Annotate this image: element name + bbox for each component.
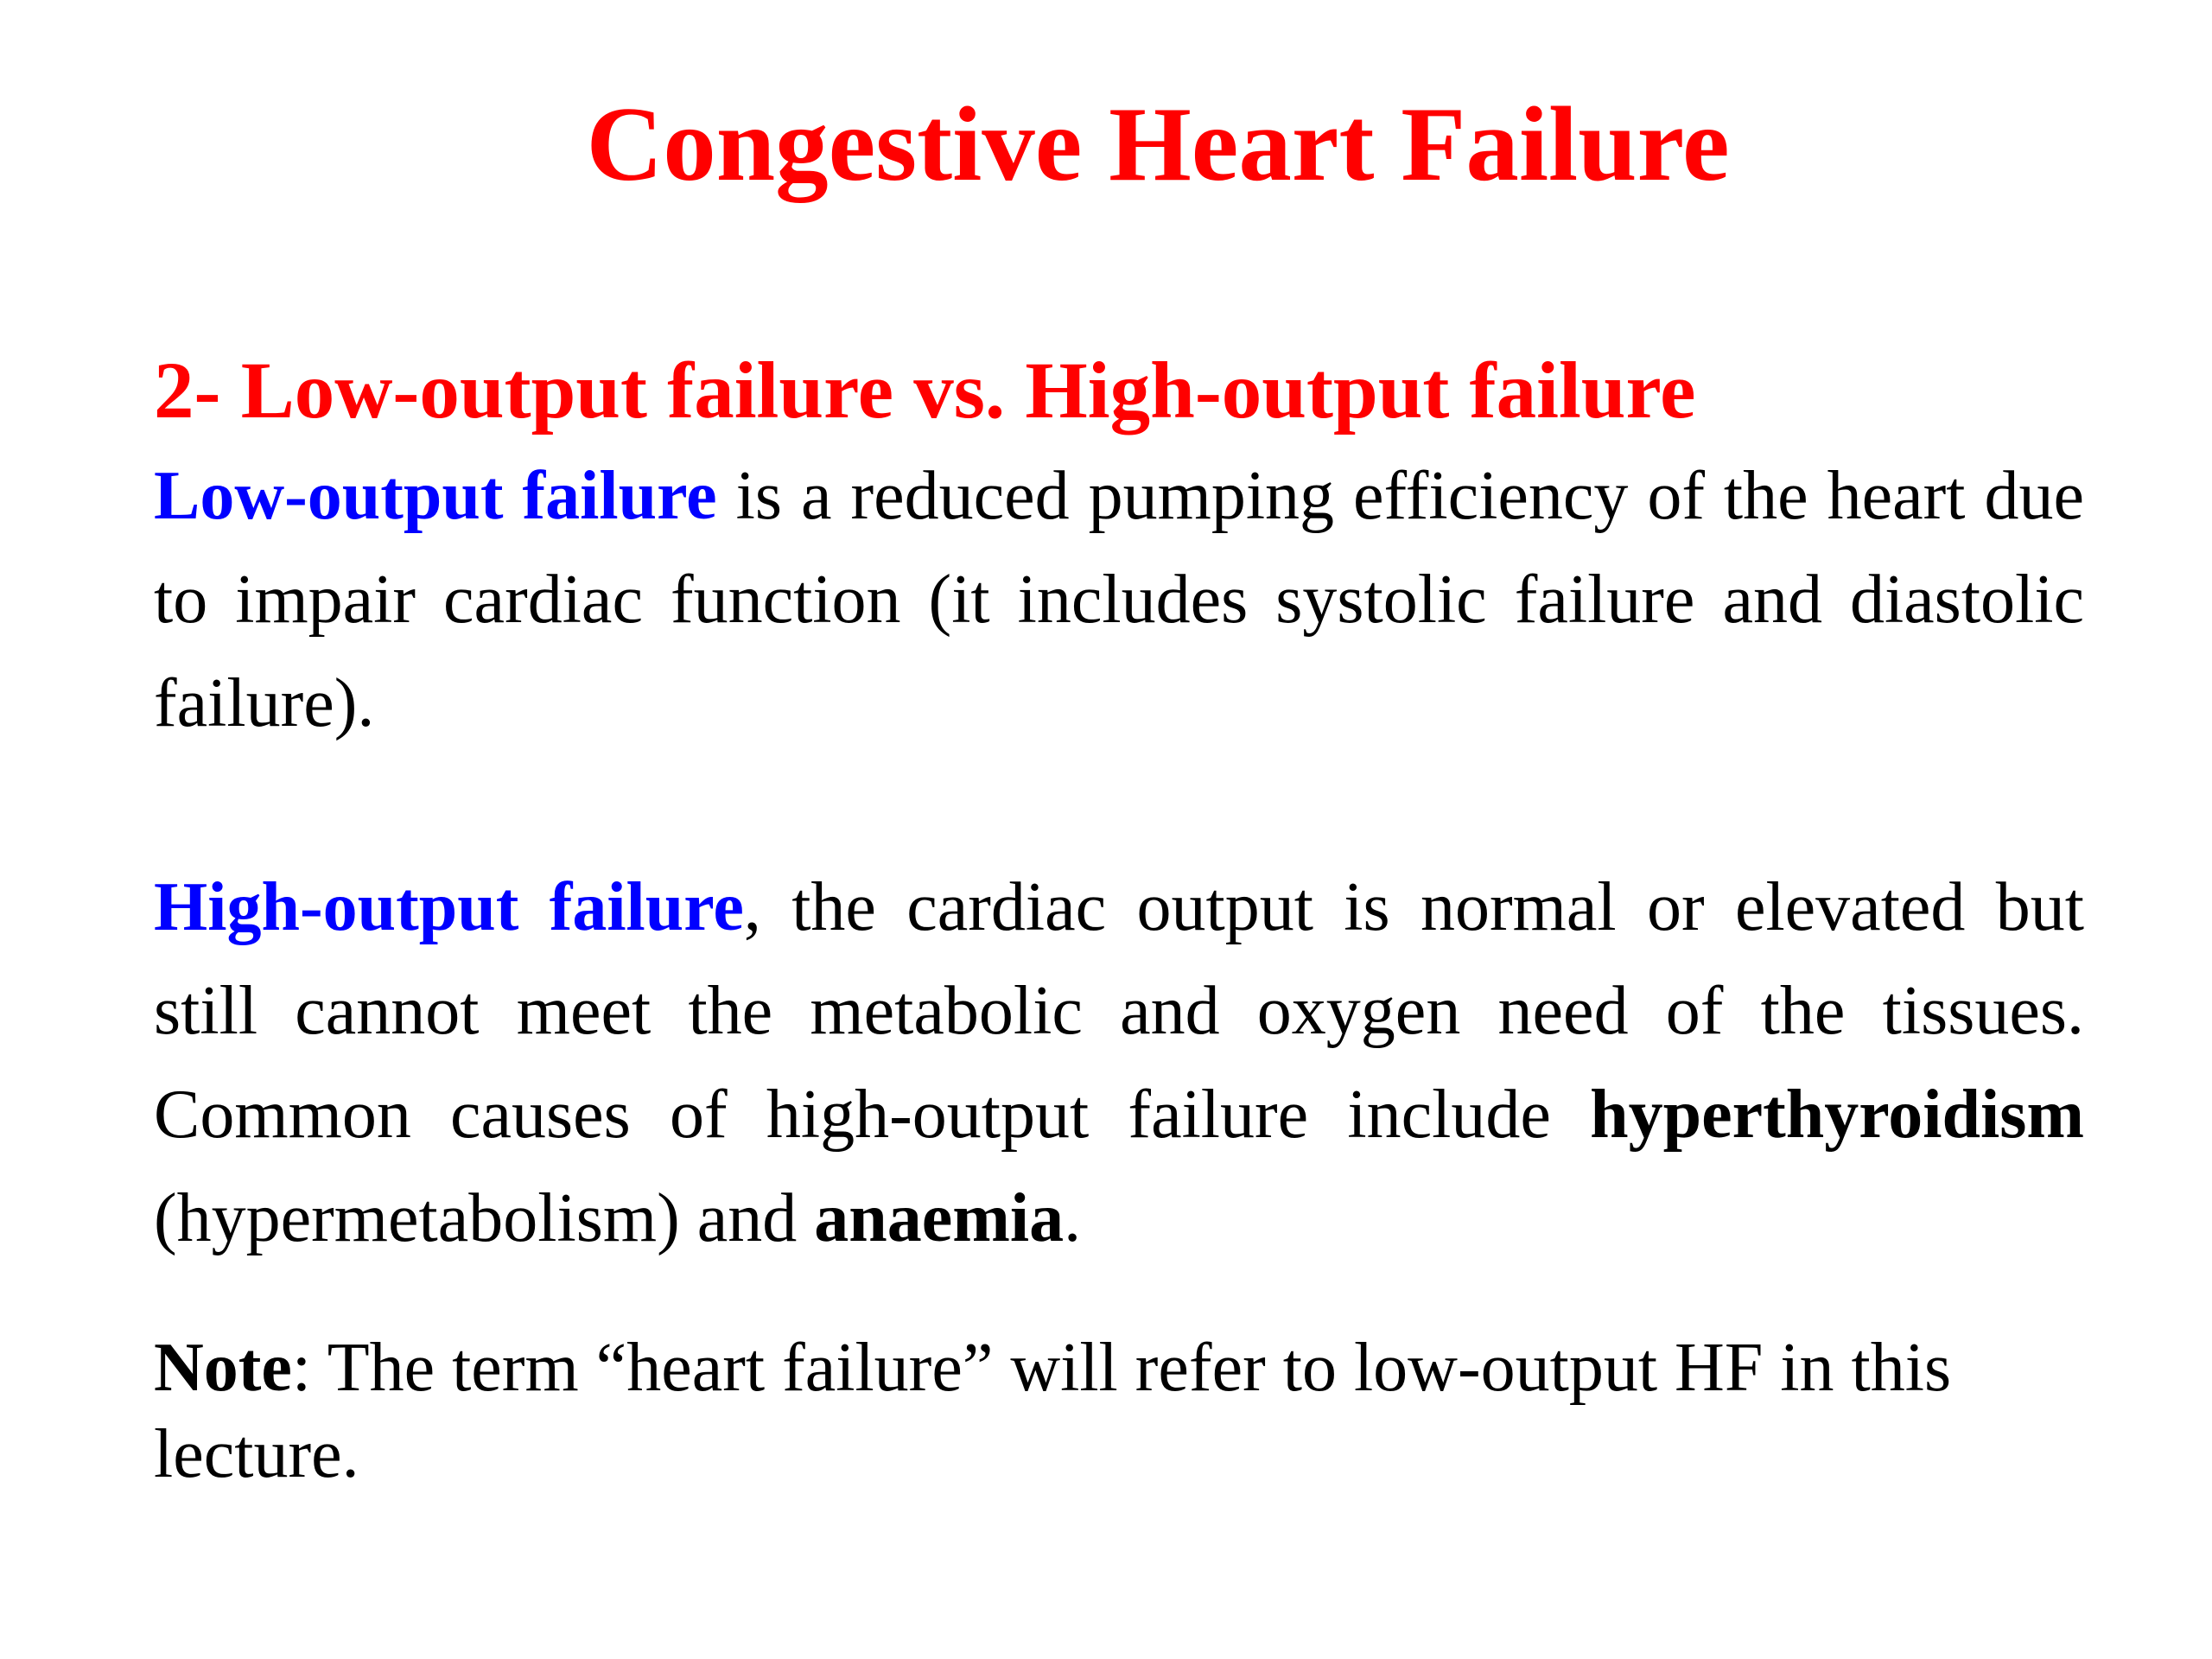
section-heading: 2- Low-output failure vs. High-output failure [154,346,1696,435]
note-paragraph [154,1325,1986,1497]
note-text: : The term “heart failure” will refer to low-output HF in this lecture. [154,1330,1952,1492]
paragraph-end: . [1064,1180,1082,1256]
high-output-term: High-output failure [154,869,744,945]
low-output-term: Low-output failure [154,458,717,534]
high-output-definition: , the cardiac output is normal or elevated but still cannot meet the metabolic and oxygen need of the tissues. Common causes of high-output failure include [154,869,2084,1153]
cause-hyperthyroidism: hyperthyroidism [1590,1077,2084,1153]
slide-title: Congestive Heart Failure [586,85,1730,203]
low-output-definition: is a reduced pumping efficiency of the heart due to impair cardiac function (it includes systolic failure and diastolic failure). [154,458,2085,741]
high-output-paragraph [154,855,2084,1270]
cause-connector: (hypermetabolism) and [154,1180,815,1256]
note-label: Note [154,1330,292,1406]
low-output-paragraph [154,444,2084,755]
cause-anaemia: anaemia [814,1180,1065,1256]
